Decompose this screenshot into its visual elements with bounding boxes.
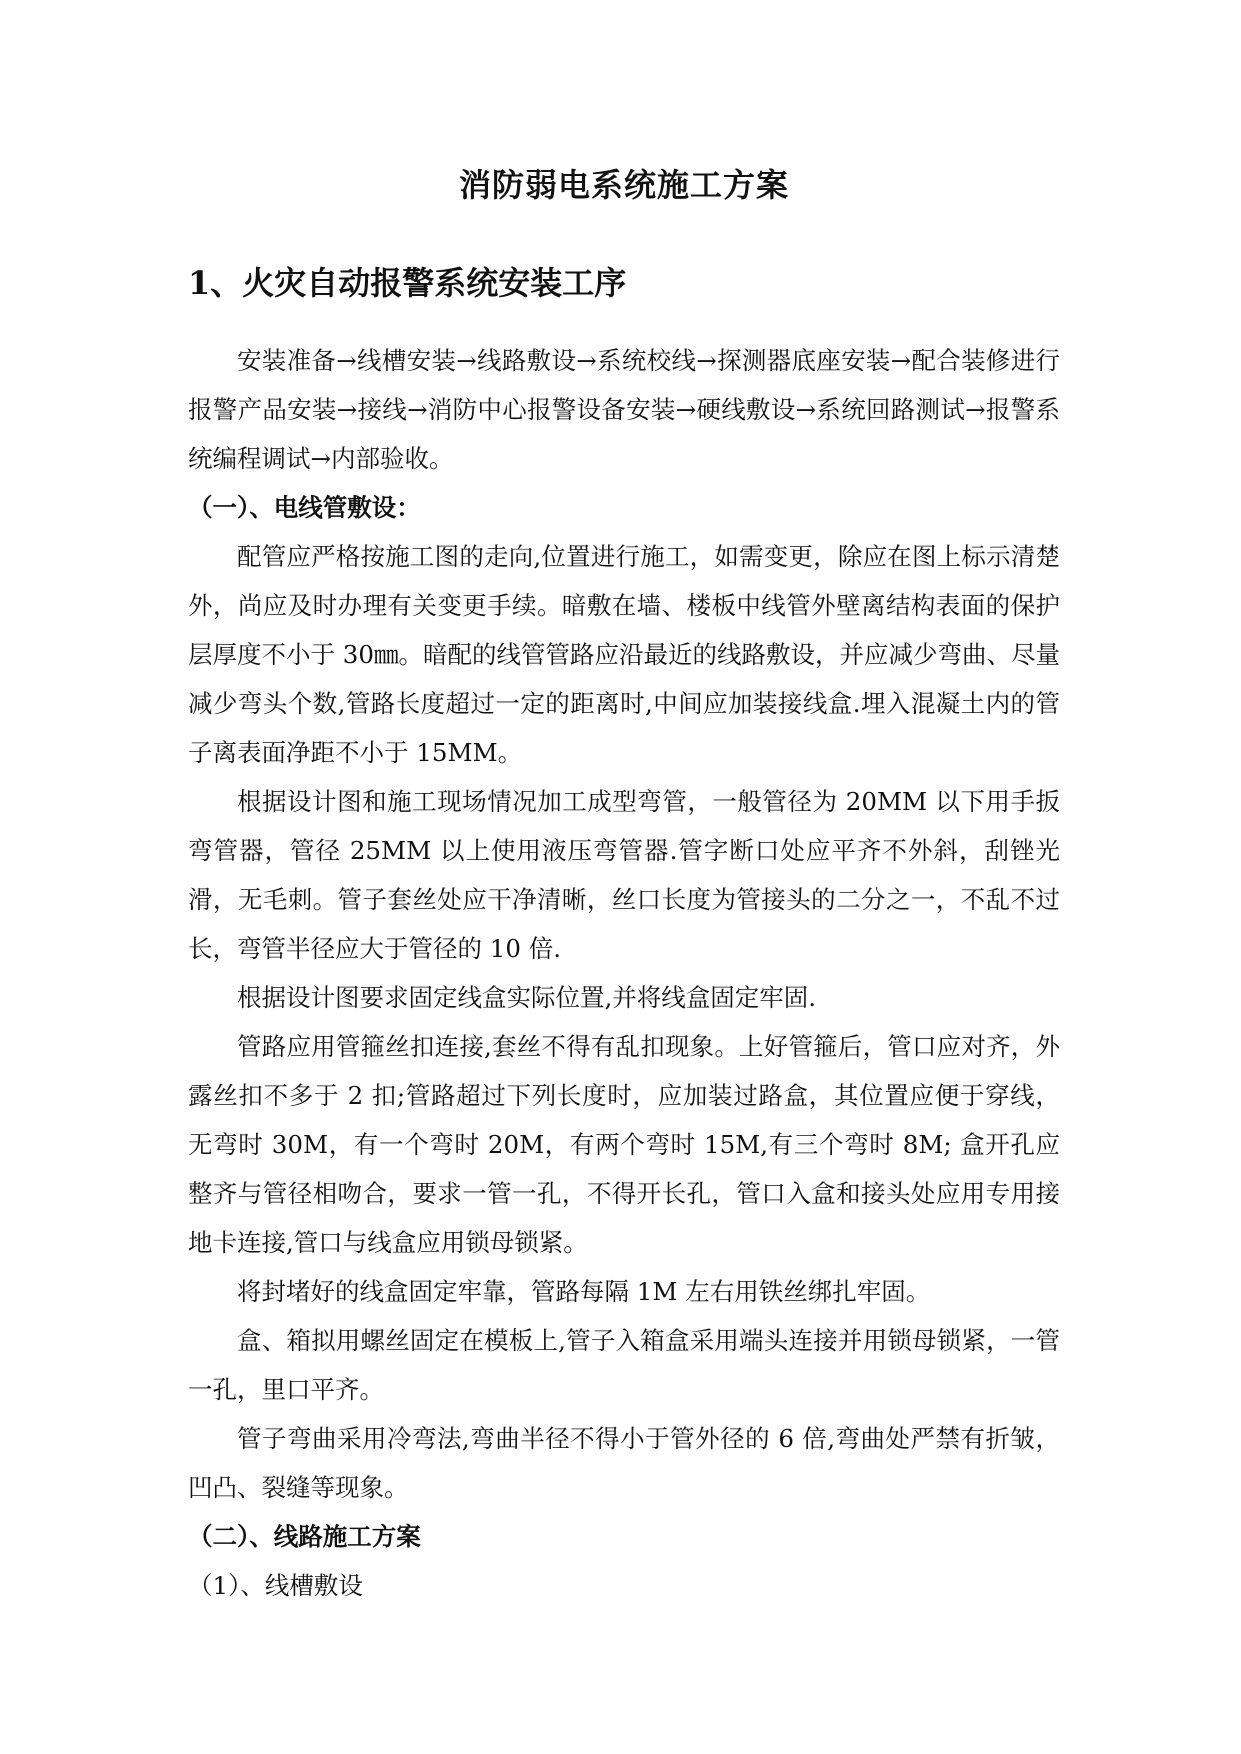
body-paragraph: 将封堵好的线盒固定牢靠，管路每隔 1M 左右用铁丝绑扎牢固。 bbox=[237, 1277, 931, 1306]
body-paragraph: 盒、箱拟用螺丝固定在模板上,管子入箱盒采用端头连接并用锁母锁紧，一管一孔，里口平齐。 bbox=[188, 1326, 1060, 1404]
installation-sequence-paragraph: 安装准备→线槽安装→线路敷设→系统校线→探测器底座安装→配合装修进行报警产品安装→接线→消防中心报警设备安装→硬线敷设→系统回路测试→报警系统编程调试→内部验收。 bbox=[188, 346, 1060, 473]
subsection-heading-wiring: （二）、线路施工方案 bbox=[188, 1522, 421, 1551]
body-paragraph: 管子弯曲采用冷弯法,弯曲半径不得小于管外径的 6 倍,弯曲处严禁有折皱，凹凸、裂缝等现象。 bbox=[188, 1424, 1060, 1502]
document-page bbox=[188, 150, 1060, 1610]
subsection-heading-conduit: （一）、电线管敷设： bbox=[188, 493, 421, 522]
body-paragraph: 配管应严格按施工图的走向,位置进行施工，如需变更，除应在图上标示清楚外，尚应及时办理有关变更手续。暗敷在墙、楼板中线管外壁离结构表面的保护层厚度不小于 30㎜。暗配的线管管路应沿最近的线路敷设，并应减少弯曲、尽量减少弯头个数,管路长度超过一定的距离时,中间应加装接线盒.埋入混凝土内的管子离表面净距不小于 15MM。 bbox=[188, 542, 1060, 767]
body-paragraph: 根据设计图要求固定线盒实际位置,并将线盒固定牢固. bbox=[237, 983, 817, 1012]
section-heading-fire-alarm: 1、火灾自动报警系统安装工序 bbox=[188, 264, 627, 302]
item-heading-trunking: （1）、线槽敷设 bbox=[188, 1571, 363, 1600]
document-title: 消防弱电系统施工方案 bbox=[458, 166, 789, 204]
body-paragraph: 管路应用管箍丝扣连接,套丝不得有乱扣现象。上好管箍后，管口应对齐，外露丝扣不多于 2 扣;管路超过下列长度时，应加装过路盒，其位置应便于穿线，无弯时 30M，有一个弯时 20M，有两个弯时 15M,有三个弯时 8M; 盒开孔应整齐与管径相吻合，要求一管一孔，不得开长孔，管口入盒和接头处应用专用接地卡连接,管口与线盒应用锁母锁紧。 bbox=[188, 1032, 1060, 1257]
body-paragraph: 根据设计图和施工现场情况加工成型弯管，一般管径为 20MM 以下用手扳弯管器，管径 25MM 以上使用液压弯管器.管字断口处应平齐不外斜，刮锉光滑，无毛刺。管子套丝处应干净清晰，丝口长度为管接头的二分之一，不乱不过长，弯管半径应大于管径的 10 倍. bbox=[188, 787, 1060, 963]
